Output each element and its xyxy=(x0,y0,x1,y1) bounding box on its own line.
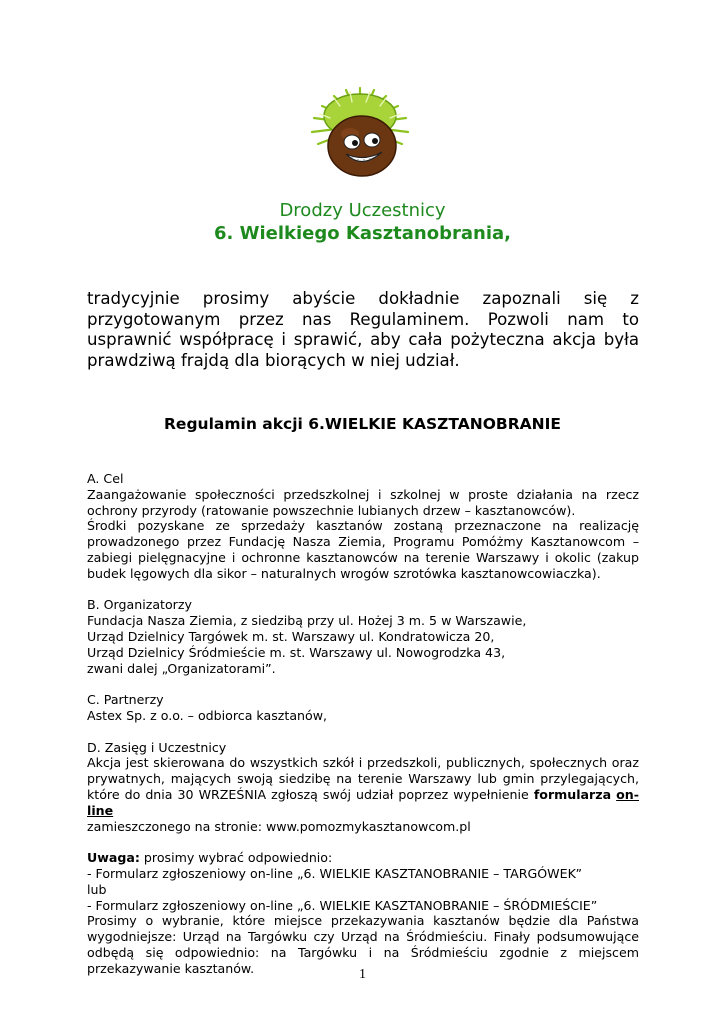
uwaga-text: prosimy wybrać odpowiednio: xyxy=(139,850,333,866)
intro-paragraph: tradycyjnie prosimy abyście dokładnie zapoznali się z przygotowanym przez nas Regulaminem. Pozwoli nam to usprawnić współpracę i sprawić, aby cała pożyteczna akcja była prawdziwą frajdą dla biorących w niej udział. xyxy=(87,289,639,370)
section-a xyxy=(87,471,639,582)
section-d-text: Akcja jest skierowana do wszystkich szkół i przedszkoli, publicznych, społecznych oraz prywatnych, mających swoją siedzibę na terenie Warszawy lub gmin przylegających, które do dnia 30 WRZEŚNIA zgłoszą swój udział poprzez wypełnienie xyxy=(87,755,639,802)
page-number: 1 xyxy=(359,967,366,982)
section-paragraph: Zaangażowanie społeczności przedszkolnej i szkolnej w proste działania na rzecz ochrony przyrody (ratowanie powszechnie lubianych drzew – kasztanowców). xyxy=(87,486,639,518)
uwaga-paragraph: Prosimy o wybranie, które miejsce przekazywania kasztanów będzie dla Państwa wygodniejsze: Urząd na Targówku czy Urząd na Śródmieściu. Finały podsumowujące odbędą się odpowiednio: na Targówku i na Śródmieściu zgodnie z miejscem przekazywanie kasztanów. xyxy=(87,913,639,976)
regulation-title: Regulamin akcji 6.WIELKIE KASZTANOBRANIE xyxy=(164,415,561,433)
section-heading: D. Zasięg i Uczestnicy xyxy=(87,739,227,755)
website-line: zamieszczonego na stronie: www.pomozmykasztanowcom.pl xyxy=(87,818,471,834)
uwaga-label: Uwaga: xyxy=(87,850,140,866)
greeting-line: Drodzy Uczestnicy xyxy=(279,200,446,221)
online-link-word: on-line xyxy=(87,786,639,818)
organizer-line: Urząd Dzielnicy Śródmieście m. st. Warszawy ul. Nowogrodzka 43, xyxy=(87,644,506,660)
section-heading: A. Cel xyxy=(87,471,124,486)
section-d xyxy=(87,740,639,835)
form-word: formularza xyxy=(533,786,612,802)
section-b xyxy=(87,597,639,676)
greeting-event-name: 6. Wielkiego Kasztanobrania, xyxy=(214,223,511,244)
organizer-line: Urząd Dzielnicy Targówek m. st. Warszawy ul. Kondratowicza 20, xyxy=(87,628,495,644)
uwaga-line xyxy=(87,850,639,866)
or-word: lub xyxy=(87,881,107,897)
section-paragraph xyxy=(87,755,639,818)
chestnut-mascot-logo xyxy=(300,82,420,184)
uwaga-section xyxy=(87,850,639,976)
section-paragraph: Środki pozyskane ze sprzedaży kasztanów zostaną przeznaczone na realizację prowadzonego przez Fundację Nasza Ziemia, Programu Pomóżmy Kasztanowcom – zabiegi pielęgnacyjne i ochronne kasztanowców na terenie Warszawy i okolic (zakup budek lęgowych dla sikor – naturalnych wrogów szrotówka kasztanowcowiaczka). xyxy=(87,518,639,581)
chestnut-body-icon xyxy=(328,116,396,176)
organizer-line: zwani dalej „Organizatorami”. xyxy=(87,660,276,676)
form-option-targowek: - Formularz zgłoszeniowy on-line „6. WIELKIE KASZTANOBRANIE – TARGÓWEK” xyxy=(87,865,582,881)
section-c xyxy=(87,692,639,724)
section-heading: C. Partnerzy xyxy=(87,692,164,708)
organizer-line: Fundacja Nasza Ziemia, z siedzibą przy ul. Hożej 3 m. 5 w Warszawie, xyxy=(87,613,527,629)
regulation-sections xyxy=(87,471,639,992)
section-heading: B. Organizatorzy xyxy=(87,597,192,613)
form-option-srodmiescie: - Formularz zgłoszeniowy on-line „6. WIELKIE KASZTANOBRANIE – ŚRÓDMIEŚCIE” xyxy=(87,897,598,913)
partner-line: Astex Sp. z o.o. – odbiorca kasztanów, xyxy=(87,707,328,723)
